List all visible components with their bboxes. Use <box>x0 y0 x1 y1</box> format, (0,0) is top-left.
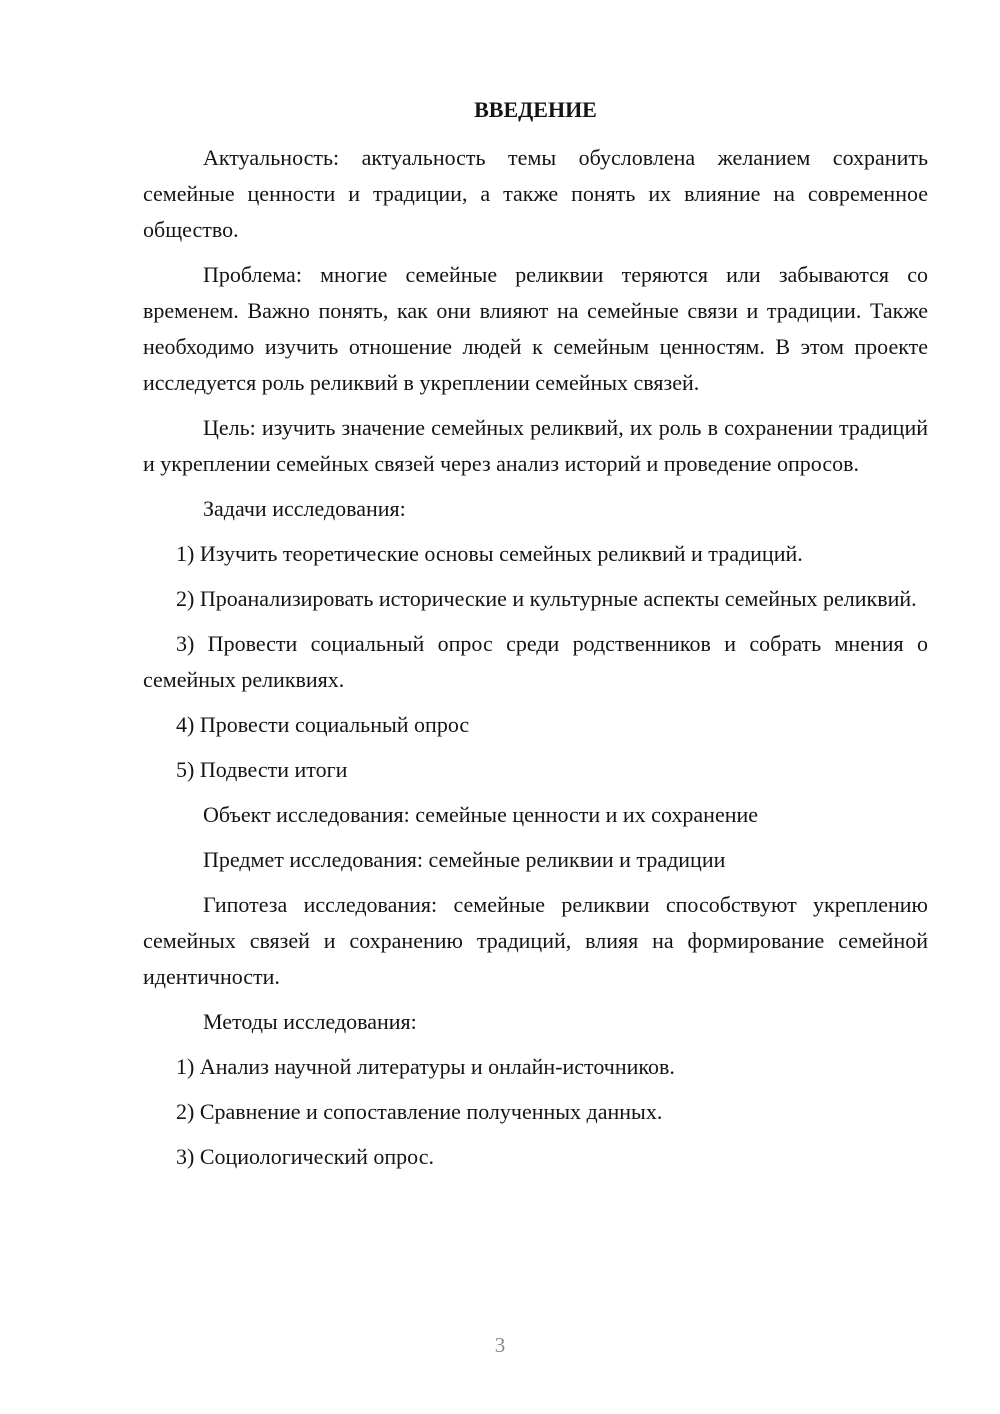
research-hypothesis: Гипотеза исследования: семейные реликвии способствуют укреплению семейных связей и сохранению традиций, влияя на формирование семейной идентичности. <box>143 892 928 989</box>
method-item-2: 2) Сравнение и сопоставление полученных данных. <box>176 1099 663 1124</box>
task-item-2: 2) Проанализировать исторические и культурные аспекты семейных реликвий. <box>176 586 917 611</box>
method-item-3: 3) Социологический опрос. <box>176 1144 434 1169</box>
document-page <box>143 92 928 1184</box>
tasks-heading: Задачи исследования: <box>203 496 406 521</box>
paragraph-goal: Цель: изучить значение семейных реликвий, их роль в сохранении традиций и укреплении семейных связей через анализ историй и проведение опросов. <box>143 415 928 476</box>
paragraph-relevance: Актуальность: актуальность темы обусловлена желанием сохранить семейные ценности и традиции, а также понять их влияние на современное общество. <box>143 145 928 242</box>
section-title: ВВЕДЕНИЕ <box>474 97 597 122</box>
method-item-1: 1) Анализ научной литературы и онлайн-источников. <box>176 1054 675 1079</box>
paragraph-problem: Проблема: многие семейные реликвии теряются или забываются со временем. Важно понять, как они влияют на семейные связи и традиции. Также необходимо изучить отношение людей к семейным ценностям. В этом проекте исследуется роль реликвий в укреплении семейных связей. <box>143 262 928 395</box>
task-item-3: 3) Провести социальный опрос среди родственников и собрать мнения о семейных реликвиях. <box>143 631 928 692</box>
task-item-5: 5) Подвести итоги <box>176 757 348 782</box>
research-subject: Предмет исследования: семейные реликвии и традиции <box>203 847 726 872</box>
task-item-1: 1) Изучить теоретические основы семейных реликвий и традиций. <box>176 541 803 566</box>
page-number: 3 <box>494 1333 506 1357</box>
methods-heading: Методы исследования: <box>203 1009 417 1034</box>
research-object: Объект исследования: семейные ценности и их сохранение <box>203 802 759 827</box>
task-item-4: 4) Провести социальный опрос <box>176 712 470 737</box>
